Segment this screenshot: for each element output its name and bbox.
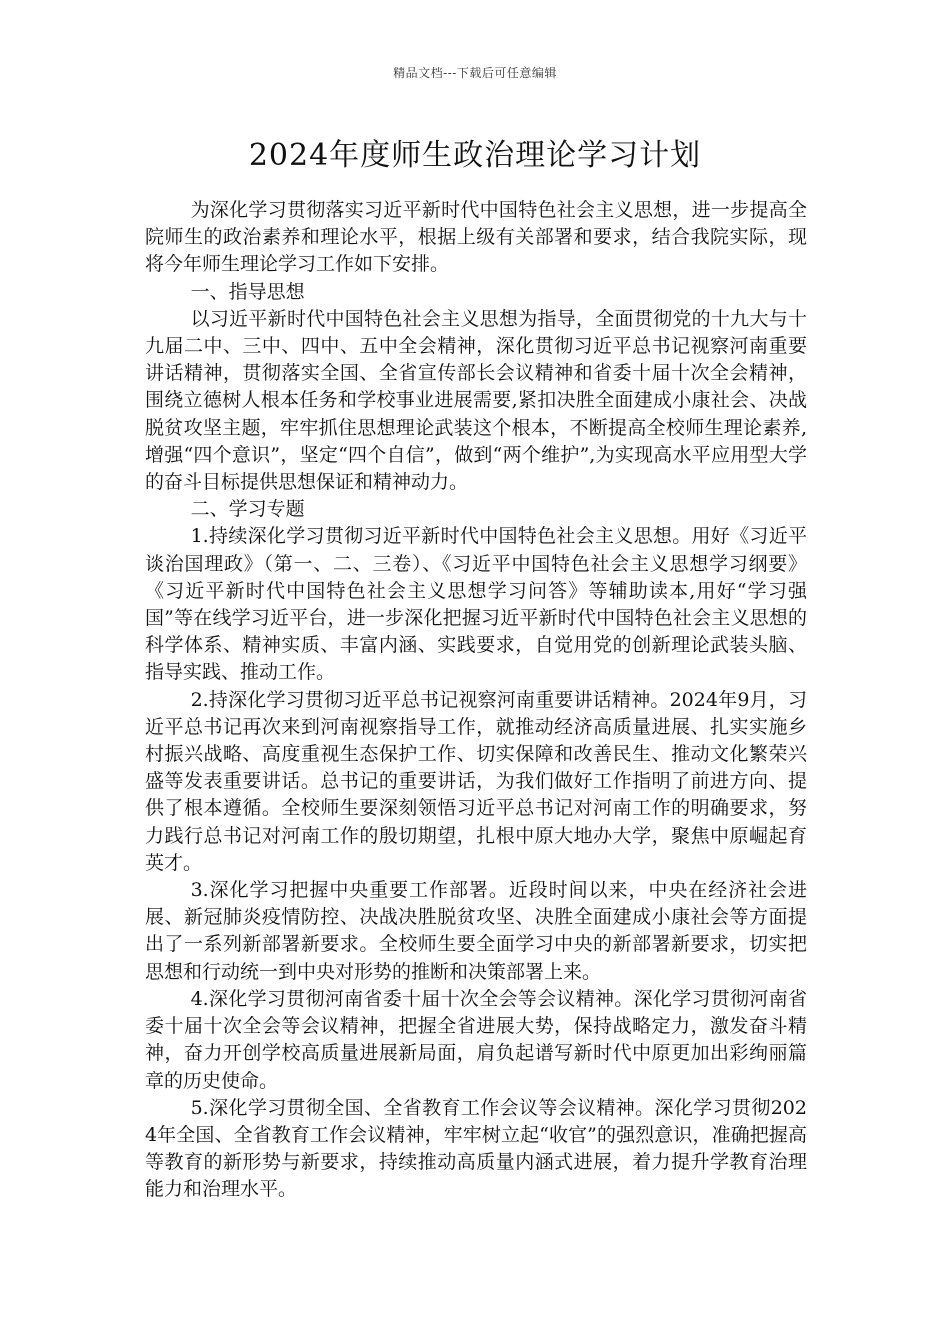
document-body: [145, 197, 807, 1204]
guiding-ideology-paragraph: 以习近平新时代中国特色社会主义思想为指导，全面贯彻党的十九大与十九届二中、三中、四中、五中全会精神，深化贯彻习近平总书记视察河南重要讲话精神，贯彻落实全国、全省宣传部长会议精神和省委十届十次全会精神，围绕立德树人根本任务和学校事业进展需要,紧扣决胜全面建成小康社会、决战脱贫攻坚主题，牢牢抓住思想理论武装这个根本，不断提高全校师生理论素养,增强“四个意识”，坚定“四个自信”，做到“两个维护”,为实现高水平应用型大学的奋斗目标提供思想保证和精神动力。: [145, 307, 807, 494]
section-heading-guiding-ideology: 一、指导思想: [190, 280, 305, 303]
study-topic-4: 4.深化学习贯彻河南省委十届十次全会等会议精神。深化学习贯彻河南省委十届十次全会等会议精神，把握全省进展大势，保持战略定力，激发奋斗精神，奋力开创学校高质量进展新局面，肩负起谱写新时代中原更加出彩绚丽篇章的历史使命。: [145, 987, 807, 1092]
study-topic-2: 2.持深化学习贯彻习近平总书记视察河南重要讲话精神。2024年9月，习近平总书记再次来到河南视察指导工作，就推动经济高质量进展、扎实实施乡村振兴战略、高度重视生态保护工作、切实保障和改善民生、推动文化繁荣兴盛等发表重要讲话。总书记的重要讲话，为我们做好工作指明了前进方向、提供了根本遵循。全校师生要深刻领悟习近平总书记对河南工作的明确要求，努力践行总书记对河南工作的殷切期望，扎根中原大地办大学，聚焦中原崛起育英才。: [145, 688, 807, 874]
intro-paragraph: 为深化学习贯彻落实习近平新时代中国特色社会主义思想，进一步提高全院师生的政治素养和理论水平，根据上级有关部署和要求，结合我院实际，现将今年师生理论学习工作如下安排。: [145, 199, 807, 276]
study-topic-3: 3.深化学习把握中央重要工作部署。近段时间以来，中央在经济社会进展、新冠肺炎疫情防控、决战决胜脱贫攻坚、决胜全面建成小康社会等方面提出了一系列新部署新要求。全校师生要全面学习中央的新部署新要求，切实把思想和行动统一到中央对形势的推断和决策部署上来。: [145, 879, 807, 983]
study-topic-1: 1.持续深化学习贯彻习近平新时代中国特色社会主义思想。用好《习近平谈治国理政》（第一、二、三卷）、《习近平中国特色社会主义思想学习纲要》《习近平新时代中国特色社会主义思想学习问答》等辅助读本,用好“学习强国”等在线学习近平台，进一步深化把握习近平新时代中国特色社会主义思想的科学体系、精神实质、丰富内涵、实践要求，自觉用党的创新理论武装头脑、指导实践、推动工作。: [145, 525, 807, 684]
document-title: 2024年度师生政治理论学习计划: [248, 138, 702, 173]
section-heading-study-topics: 二、学习专题: [190, 498, 305, 521]
header-note: 精品文档---下载后可任意编辑: [393, 66, 557, 80]
study-topic-5: 5.深化学习贯彻全国、全省教育工作会议等会议精神。深化学习贯彻2024年全国、全省教育工作会议精神，牢牢树立起“收官”的强烈意识，准确把握高等教育的新形势与新要求，持续推动高质量内涵式进展，着力提升学教育治理能力和治理水平。: [145, 1096, 807, 1201]
